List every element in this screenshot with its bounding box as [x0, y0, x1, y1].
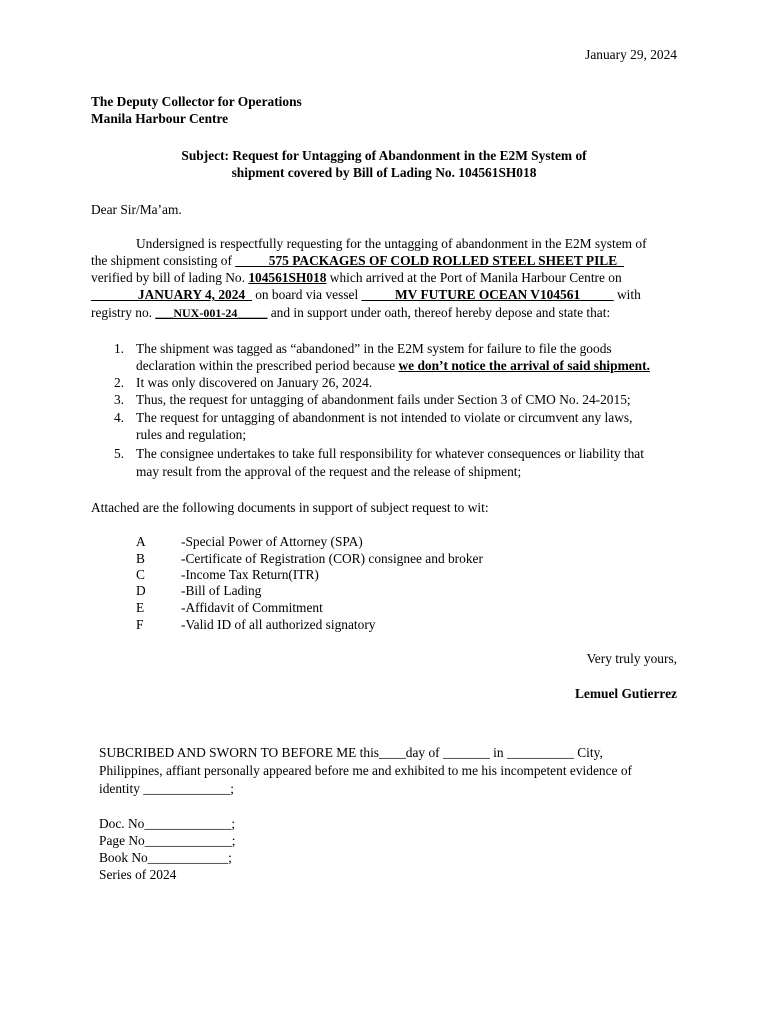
attachment-text: -Bill of Lading	[181, 583, 262, 598]
addressee-title: The Deputy Collector for Operations	[91, 94, 302, 109]
attachments-intro: Attached are the following documents in support of subject request to wit:	[91, 500, 489, 515]
body-text: registry no.	[91, 305, 156, 320]
attachment-letter: B	[136, 551, 145, 566]
subject-line-2: shipment covered by Bill of Lading No. 104561SH018	[231, 165, 537, 180]
salutation: Dear Sir/Ma’am.	[91, 202, 182, 217]
doc-number: Doc. No_____________;	[99, 816, 236, 831]
attachment-letter: E	[136, 600, 145, 615]
body-text: verified by bill of lading No.	[91, 270, 249, 285]
attachment-text: -Affidavit of Commitment	[181, 600, 323, 615]
vessel-name: _____MV FUTURE OCEAN V104561_____	[361, 287, 614, 302]
body-text: on board via vessel	[251, 287, 362, 302]
attachment-text: -Special Power of Attorney (SPA)	[181, 534, 363, 549]
list-text: It was only discovered on January 26, 2024.	[136, 375, 373, 390]
series-year: Series of 2024	[99, 867, 177, 882]
body-line-1: Undersigned is respectfully requesting for the untagging of abandonment in the E2M system of	[136, 236, 647, 251]
list-number: 5.	[113, 446, 124, 461]
list-text: may result from the approval of the request and the release of shipment;	[136, 464, 522, 479]
addressee-office: Manila Harbour Centre	[91, 111, 229, 126]
body-text: with	[613, 287, 641, 302]
subject-line-1: Subject: Request for Untagging of Abandonment in the E2M System of	[181, 148, 587, 163]
attachment-text: -Valid ID of all authorized signatory	[181, 617, 376, 632]
list-text	[136, 358, 650, 374]
body-text: the shipment consisting of	[91, 253, 236, 268]
body-line-3	[91, 270, 622, 286]
attachment-text: -Income Tax Return(ITR)	[181, 567, 319, 582]
list-text: The request for untagging of abandonment is not intended to violate or circumvent any laws,	[136, 410, 633, 425]
registry-number: ___NUX-001-24_____	[155, 306, 268, 320]
jurat-line-1: SUBCRIBED AND SWORN TO BEFORE ME this____day of _______ in __________ City,	[99, 745, 603, 760]
attachment-letter: D	[136, 583, 146, 598]
list-number: 4.	[113, 410, 124, 425]
list-number: 1.	[113, 341, 124, 356]
attachment-text: -Certificate of Registration (COR) consignee and broker	[181, 551, 483, 566]
arrival-date: _______JANUARY 4, 2024_	[91, 287, 252, 302]
list-text: The shipment was tagged as “abandoned” in the E2M system for failure to file the goods	[136, 341, 612, 356]
list-text: rules and regulation;	[136, 427, 247, 442]
body-text: and in support under oath, thereof hereby depose and state that:	[267, 305, 611, 320]
attachment-letter: A	[136, 534, 146, 549]
body-line-4	[91, 287, 641, 303]
list-text: The consignee undertakes to take full responsibility for whatever consequences or liability that	[136, 446, 644, 461]
body-line-2	[91, 253, 624, 269]
bill-of-lading-number: 104561SH018	[248, 270, 327, 285]
attachment-letter: C	[136, 567, 145, 582]
goods-description: _____575 PACKAGES OF COLD ROLLED STEEL SHEET PILE_	[235, 253, 624, 268]
list-text-part: declaration within the prescribed period because	[136, 358, 399, 373]
jurat-line-3: identity _____________;	[99, 781, 235, 796]
signatory-name: Lemuel Gutierrez	[574, 686, 677, 701]
closing: Very truly yours,	[586, 651, 677, 666]
letter-date: January 29, 2024	[585, 47, 677, 62]
book-number: Book No____________;	[99, 850, 232, 865]
jurat-line-2: Philippines, affiant personally appeared before me and exhibited to me his incompetent evidence of	[99, 763, 632, 778]
page-number: Page No_____________;	[99, 833, 236, 848]
body-text: which arrived at the Port of Manila Harbour Centre on	[326, 270, 622, 285]
list-number: 3.	[113, 392, 124, 407]
list-number: 2.	[113, 375, 124, 390]
attachment-letter: F	[136, 617, 144, 632]
list-text: Thus, the request for untagging of abandonment fails under Section 3 of CMO No. 24-2015;	[136, 392, 631, 407]
emphasized-reason: we don’t notice the arrival of said shipment.	[398, 358, 650, 373]
body-line-5	[91, 305, 610, 321]
